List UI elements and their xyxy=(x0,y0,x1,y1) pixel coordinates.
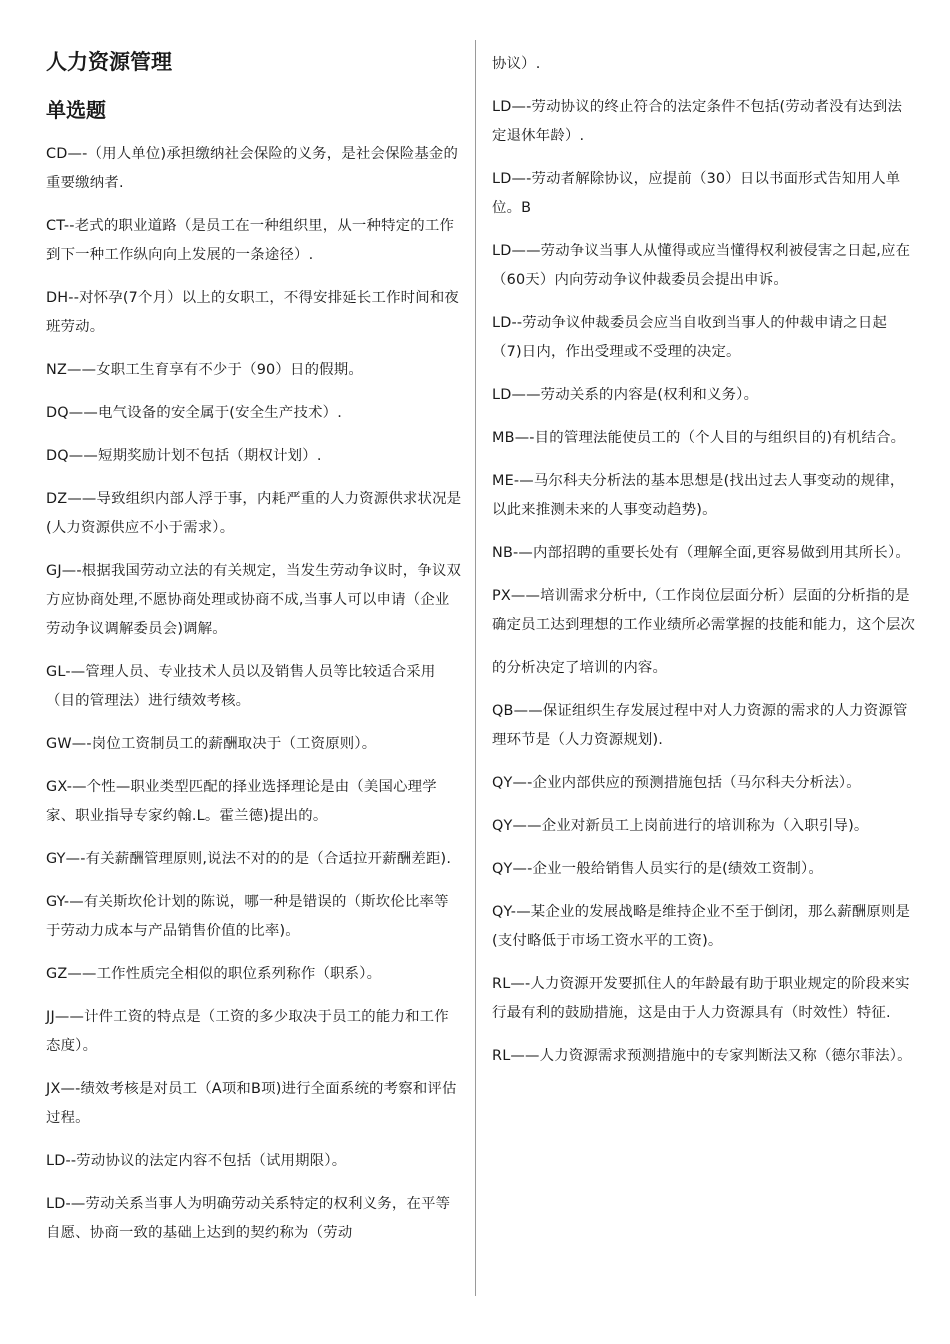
question-item: LD——劳动关系的内容是(权利和义务）。 xyxy=(492,387,759,403)
question-item: QY-—某企业的发展战略是维持企业不至于倒闭，那么薪酬原则是(支付略低于市场工资水平的工资)。 xyxy=(492,904,911,949)
question-item: NB-—内部招聘的重要长处有（理解全面,更容易做到用其所长）。 xyxy=(492,545,910,561)
question-item: GX-—个性—职业类型匹配的择业选择理论是由（美国心理学家、职业指导专家约翰.L。霍兰德)提出的。 xyxy=(46,779,437,824)
question-item: LD-—劳动关系当事人为明确劳动关系特定的权利义务，在平等自愿、协商一致的基础上达到的契约称为（劳动 xyxy=(46,1196,451,1241)
question-item: GW—-岗位工资制员工的薪酬取决于（工资原则）。 xyxy=(46,736,377,752)
question-item: LD—-劳动者解除协议，应提前（30）日以书面形式告知用人单位。B xyxy=(492,171,901,216)
question-item: PX——培训需求分析中,（工作岗位层面分析）层面的分析指的是确定员工达到理想的工作业绩所必需掌握的技能和能力，这个层次 xyxy=(492,588,916,633)
question-item: GY-—有关斯坎伦计划的陈说，哪一种是错误的（斯坎伦比率等于劳动力成本与产品销售价值的比率)。 xyxy=(46,894,449,939)
question-item: LD--劳动争议仲裁委员会应当自收到当事人的仲裁申请之日起（7)日内，作出受理或不受理的决定。 xyxy=(492,315,888,360)
question-item: GZ——工作性质完全相似的职位系列称作（职系）。 xyxy=(46,966,382,982)
left-column xyxy=(46,40,462,1262)
question-item: 的分析决定了培训的内容。 xyxy=(492,660,668,676)
question-item: QY——企业对新员工上岗前进行的培训称为（入职引导)。 xyxy=(492,818,869,834)
question-item: GL-—管理人员、专业技术人员以及销售人员等比较适合采用（目的管理法）进行绩效考核。 xyxy=(46,664,436,709)
question-item: JX—-绩效考核是对员工（A项和B项)进行全面系统的考察和评估过程。 xyxy=(46,1081,457,1126)
column-divider xyxy=(475,40,476,1296)
question-item: CT--老式的职业道路（是员工在一种组织里，从一种特定的工作到下一种工作纵向向上发展的一条途径）. xyxy=(46,218,455,263)
document-title: 人力资源管理 xyxy=(46,50,172,74)
question-item: QB——保证组织生存发展过程中对人力资源的需求的人力资源管理环节是（人力资源规划). xyxy=(492,703,908,748)
question-item: NZ——女职工生育享有不少于（90）日的假期。 xyxy=(46,362,363,378)
question-item: LD—-劳动协议的终止符合的法定条件不包括(劳动者没有达到法定退休年龄）. xyxy=(492,99,903,144)
question-item: ME-—马尔科夫分析法的基本思想是(找出过去人事变动的规律，以此来推测未来的人事变动趋势)。 xyxy=(492,473,905,518)
question-item: LD--劳动协议的法定内容不包括（试用期限）。 xyxy=(46,1153,347,1169)
question-item: QY—-企业一般给销售人员实行的是(绩效工资制）。 xyxy=(492,861,823,877)
question-item: DQ——短期奖励计划不包括（期权计划）. xyxy=(46,448,322,464)
question-item: DH--对怀孕(7个月）以上的女职工，不得安排延长工作时间和夜班劳动。 xyxy=(46,290,460,335)
question-item: QY—-企业内部供应的预测措施包括（马尔科夫分析法）。 xyxy=(492,775,861,791)
question-item: RL——人力资源需求预测措施中的专家判断法又称（德尔菲法）。 xyxy=(492,1048,912,1064)
question-item: GJ—-根据我国劳动立法的有关规定，当发生劳动争议时，争议双方应协商处理,不愿协商处理或协商不成,当事人可以申请（企业劳动争议调解委员会)调解。 xyxy=(46,563,462,637)
right-column xyxy=(492,50,916,1085)
question-item: MB—-目的管理法能使员工的（个人目的与组织目的)有机结合。 xyxy=(492,430,906,446)
question-item: LD——劳动争议当事人从懂得或应当懂得权利被侵害之日起,应在（60天）内向劳动争议仲裁委员会提出申诉。 xyxy=(492,243,911,288)
question-item: JJ——计件工资的特点是（工资的多少取决于员工的能力和工作态度）。 xyxy=(46,1009,449,1054)
question-item: RL—-人力资源开发要抓住人的年龄最有助于职业规定的阶段来实行最有利的鼓励措施，这是由于人力资源具有（时效性）特征. xyxy=(492,976,910,1021)
question-item: CD—-（用人单位)承担缴纳社会保险的义务，是社会保险基金的重要缴纳者. xyxy=(46,146,459,191)
question-item: GY—-有关薪酬管理原则,说法不对的的是（合适拉开薪酬差距). xyxy=(46,851,452,867)
question-item: DQ——电气设备的安全属于(安全生产技术）. xyxy=(46,405,343,421)
question-item: DZ——导致组织内部人浮于事，内耗严重的人力资源供求状况是(人力资源供应不小于需求）。 xyxy=(46,491,462,536)
question-item: 协议）. xyxy=(492,56,541,72)
section-heading: 单选题 xyxy=(46,98,106,122)
